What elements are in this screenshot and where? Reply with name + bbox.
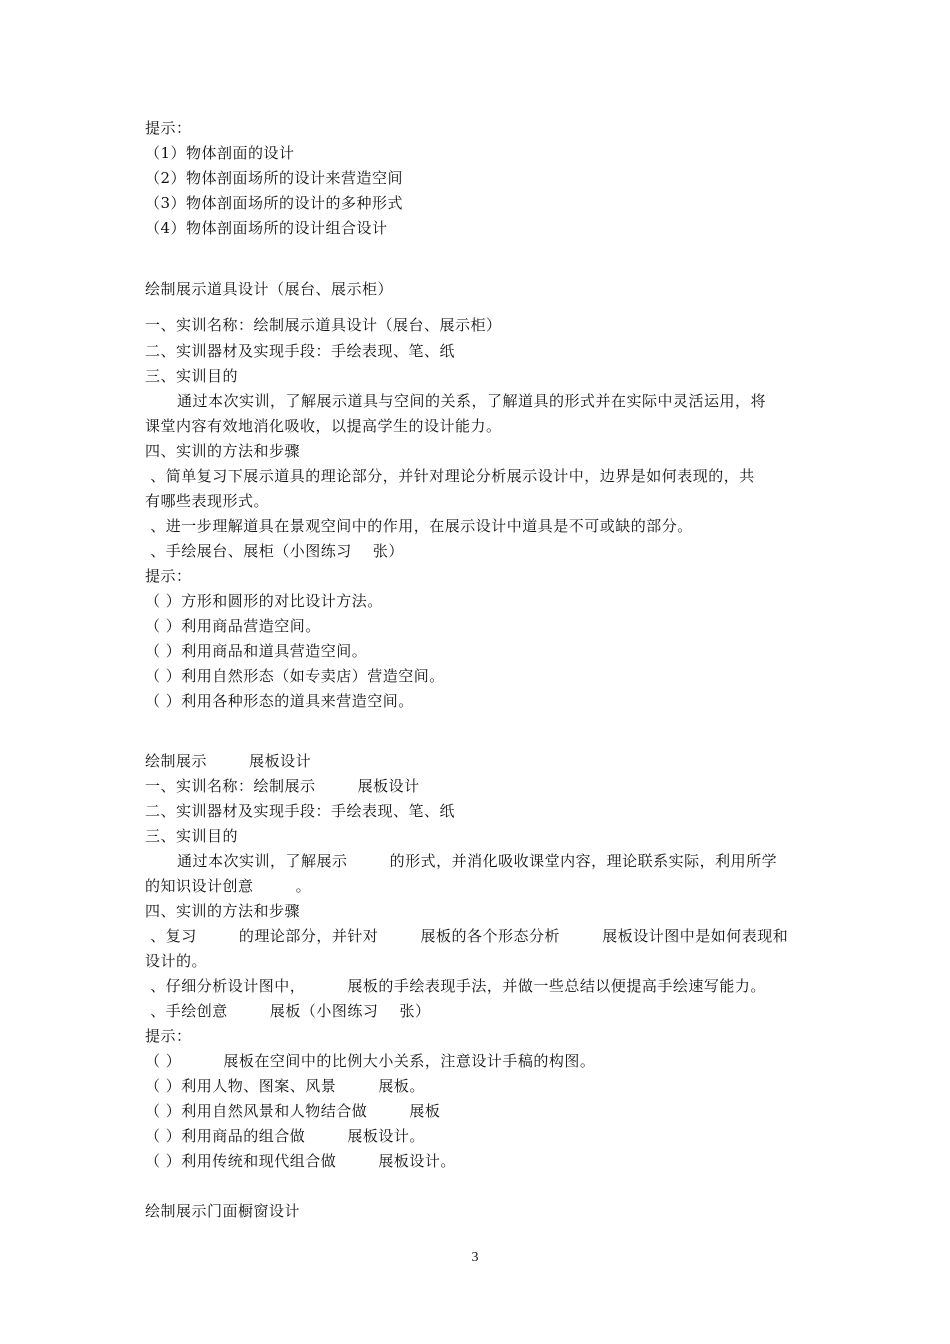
list-item: （ ）利用商品的组合做 展板设计。 <box>145 1127 425 1145</box>
paragraph-line: 、仔细分析设计图中， 展板的手绘表现手法，并做一些总结以便提高手绘速写能力。 <box>145 977 766 995</box>
paragraph-line: 四、实训的方法和步骤 <box>145 442 301 460</box>
paragraph-line: 一、实训名称：绘制展示道具设计（展台、展示柜） <box>145 316 502 334</box>
paragraph-line: 、进一步理解道具在景观空间中的作用，在展示设计中道具是不可或缺的部分。 <box>145 517 693 535</box>
list-item: （ ）利用商品营造空间。 <box>145 617 321 635</box>
list-item: （2）物体剖面场所的设计来营造空间 <box>145 169 404 187</box>
paragraph-line: 三、实训目的 <box>145 367 239 385</box>
paragraph-line: 一、实训名称：绘制展示 展板设计 <box>145 777 420 795</box>
list-item: （ ）利用商品和道具营造空间。 <box>145 642 368 660</box>
paragraph-line: 二、实训器材及实现手段：手绘表现、笔、纸 <box>145 342 456 360</box>
hint-heading: 提示： <box>145 567 192 585</box>
paragraph-line: 设计的。 <box>145 952 208 970</box>
paragraph-line: 、手绘创意 展板（小图练习 张） <box>145 1002 431 1020</box>
list-item: （1）物体剖面的设计 <box>145 144 295 162</box>
paragraph-line: 二、实训器材及实现手段：手绘表现、笔、纸 <box>145 802 456 820</box>
paragraph-line: 通过本次实训，了解展示 的形式，并消化吸收课堂内容，理论联系实际，利用所学 <box>177 852 778 870</box>
paragraph-line: 通过本次实训，了解展示道具与空间的关系，了解道具的形式并在实际中灵活运用，将 <box>177 392 767 410</box>
list-item: （ ）利用人物、图案、风景 展板。 <box>145 1077 425 1095</box>
list-item: （ ） 展板在空间中的比例大小关系，注意设计手稿的构图。 <box>145 1052 596 1070</box>
list-item: （4）物体剖面场所的设计组合设计 <box>145 219 388 237</box>
paragraph-line: 、手绘展台、展柜（小图练习 张） <box>145 542 404 560</box>
paragraph-line: 、简单复习下展示道具的理论部分，并针对理论分析展示设计中，边界是如何表现的，共 <box>145 467 755 485</box>
hint-heading: 提示： <box>145 1027 192 1045</box>
list-item: （ ）利用传统和现代组合做 展板设计。 <box>145 1152 456 1170</box>
paragraph-line: 四、实训的方法和步骤 <box>145 902 301 920</box>
section-title: 绘制展示门面橱窗设计 <box>145 1202 301 1220</box>
list-item: （ ）利用各种形态的道具来营造空间。 <box>145 692 414 710</box>
paragraph-line: 三、实训目的 <box>145 827 239 845</box>
section-title: 绘制展示 展板设计 <box>145 752 312 770</box>
list-item: （3）物体剖面场所的设计的多种形式 <box>145 194 404 212</box>
paragraph-line: 的知识设计创意 。 <box>145 877 312 895</box>
page-number: 3 <box>471 1250 479 1265</box>
paragraph-line: 课堂内容有效地消化吸收，以提高学生的设计能力。 <box>145 417 502 435</box>
list-item: （ ）方形和圆形的对比设计方法。 <box>145 592 383 610</box>
list-item: （ ）利用自然风景和人物结合做 展板 <box>145 1102 441 1120</box>
section-title: 绘制展示道具设计（展台、展示柜） <box>145 280 394 298</box>
paragraph-line: 、复习 的理论部分，并针对 展板的各个形态分析 展板设计图中是如何表现和 <box>145 927 789 945</box>
paragraph-line: 有哪些表现形式。 <box>145 492 270 510</box>
hint-heading: 提示： <box>145 119 192 137</box>
list-item: （ ）利用自然形态（如专卖店）营造空间。 <box>145 667 445 685</box>
